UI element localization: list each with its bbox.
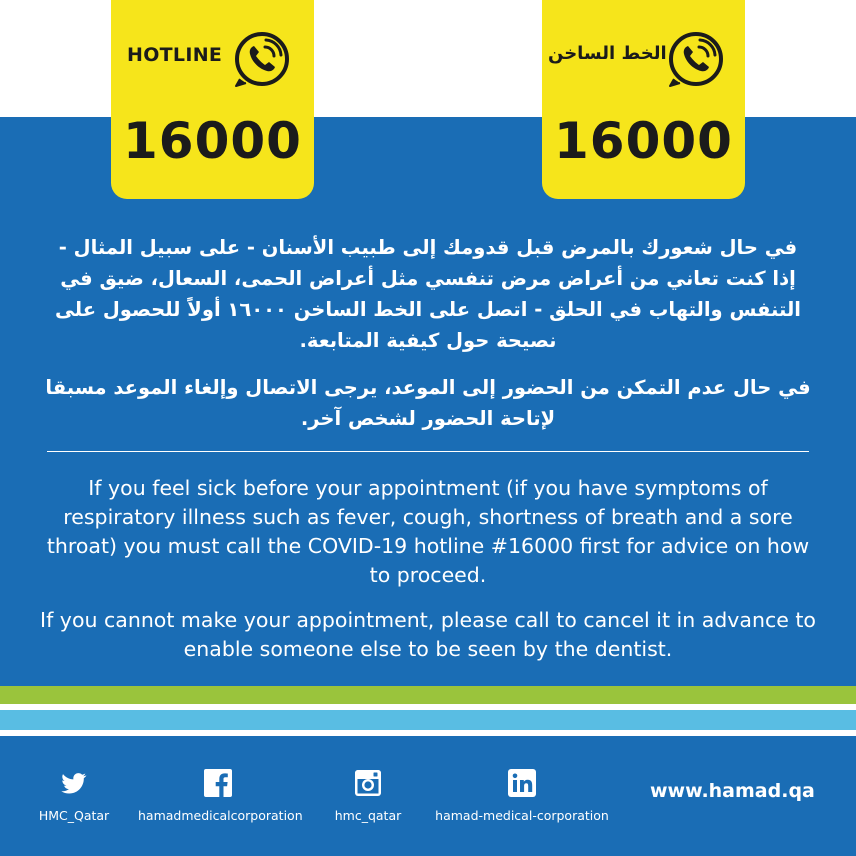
arabic-paragraph-cancel: في حال عدم التمكن من الحضور إلى الموعد، يرجى الاتصال وإلغاء الموعد مسبقا لإتاحة الحضور لشخص آخر. [45,376,811,430]
green-stripe [0,686,856,704]
instagram-link[interactable] [318,768,418,823]
twitter-icon [59,768,89,798]
linkedin-icon [507,768,537,798]
arabic-paragraph-sick: في حال شعورك بالمرض قبل قدومك إلى طبيب الأسنان - على سبيل المثال - إذا كنت تعاني من أعراض مرض تنفسي مثل أعراض الحمى، السعال، ضيق في التنفس والتهاب في الحلق - اتصل على الخط الساخن ١٦٠٠٠ أولاً للحصول على نصيحة حول كيفية المتابعة. [55,236,801,352]
facebook-icon [203,768,233,798]
twitter-handle: HMC_Qatar [38,808,110,823]
linkedin-handle: hamad-medical-corporation [435,808,609,823]
instagram-icon [353,768,383,798]
twitter-link[interactable] [26,768,122,823]
hotline-label-arabic: الخط الساخن [548,43,667,64]
hotline-number: 16000 [123,112,302,170]
english-paragraph-cancel: If you cannot make your appointment, please call to cancel it in advance to enable someone else to be seen by the dentist. [40,608,816,661]
hotline-card-arabic [542,0,745,199]
hotline-number-arabic-card: 16000 [554,112,733,170]
facebook-link[interactable] [138,768,303,823]
facebook-handle: hamadmedicalcorporation [138,808,303,823]
light-blue-stripe [0,710,856,730]
phone-icon [666,29,726,89]
instagram-handle: hmc_qatar [334,808,402,823]
english-paragraph-sick: If you feel sick before your appointment (if you have symptoms of respiratory illness such as fever, cough, shortness of breath and a sore throat) you must call the COVID-19 hotline #16000 first for advice on how to proceed. [46,476,810,587]
phone-icon [232,29,292,89]
hotline-card-english [111,0,314,199]
website-link[interactable]: www.hamad.qa [650,780,815,802]
hotline-label: HOTLINE [127,44,223,66]
section-divider [47,451,809,452]
linkedin-link[interactable] [432,768,612,823]
